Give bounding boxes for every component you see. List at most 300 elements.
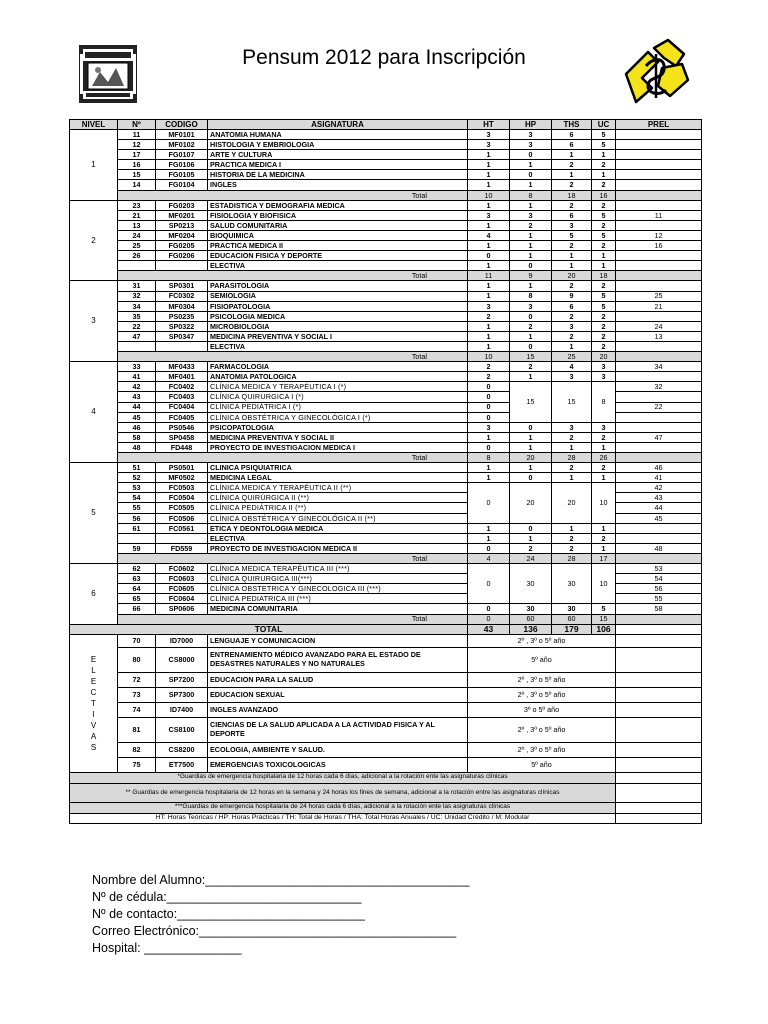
contact-number-field[interactable]: Nº de contacto:___________________________ (92, 907, 365, 921)
subject-ths: 4 (552, 362, 592, 372)
subject-code: FC0503 (156, 483, 208, 493)
elective-code: SP7200 (156, 672, 208, 687)
subject-ht: 1 (468, 341, 510, 351)
subject-name: HISTOLOGIA Y EMBRIOLOGIA (208, 140, 468, 150)
subject-prel: 45 (616, 513, 702, 523)
subject-ths: 2 (552, 241, 592, 251)
elective-num: 75 (118, 757, 156, 772)
elective-name: LENGUAJE Y COMUNICACION (208, 634, 468, 647)
email-field[interactable]: Correo Electrónico:_____________________________________ (92, 924, 457, 938)
subject-name: ANATOMIA PATOLOGICA (208, 372, 468, 382)
subject-num: 22 (118, 321, 156, 331)
subject-row (70, 200, 702, 210)
elective-row (70, 672, 702, 687)
elective-code: CS8200 (156, 742, 208, 757)
grand-total-uc: 106 (592, 624, 616, 634)
subject-ht: 1 (468, 160, 510, 170)
subject-hp: 1 (510, 180, 552, 190)
subject-uc: 5 (592, 130, 616, 140)
subject-ht: 1 (468, 533, 510, 543)
subject-name: BIOQUIMICA (208, 230, 468, 240)
subject-prel: 41 (616, 473, 702, 483)
subject-code: PS0546 (156, 422, 208, 432)
subject-num: 21 (118, 210, 156, 220)
grand-total-ht: 43 (468, 624, 510, 634)
id-number-field[interactable]: Nº de cédula:____________________________ (92, 890, 362, 904)
grand-total-label: TOTAL (70, 624, 468, 634)
subject-prel: 43 (616, 493, 702, 503)
subject-num: 54 (118, 493, 156, 503)
subject-hp: 2 (510, 220, 552, 230)
subject-num: 58 (118, 432, 156, 442)
subject-name: SALUD COMUNITARIA (208, 220, 468, 230)
subject-row (70, 281, 702, 291)
elective-code: ET7500 (156, 757, 208, 772)
subject-name: PROYECTO DE INVESTIGACION MEDICA I (208, 442, 468, 452)
total-spacer: Total (118, 553, 468, 563)
subject-hp: 3 (510, 210, 552, 220)
subject-name: EDUCACION FISICA Y DEPORTE (208, 251, 468, 261)
subject-code: FG0107 (156, 150, 208, 160)
subject-ht: 1 (468, 220, 510, 230)
subject-hp: 3 (510, 301, 552, 311)
subject-name: SEMIOLOGIA (208, 291, 468, 301)
level-total-value: 18 (592, 271, 616, 281)
subject-prel (616, 311, 702, 321)
subject-ht: 1 (468, 241, 510, 251)
subject-name: CLÍNICA QUIRURGICA III(***) (208, 574, 468, 584)
subject-uc: 2 (592, 180, 616, 190)
grand-total-hp: 136 (510, 624, 552, 634)
level-total-value: 4 (468, 553, 510, 563)
subject-ths: 2 (552, 200, 592, 210)
nivel-cell: 2 (70, 200, 118, 281)
subject-prel: 56 (616, 584, 702, 594)
subject-name: MICROBIOLOGIA (208, 321, 468, 331)
electivas-letter: L (91, 665, 96, 675)
subject-prel (616, 170, 702, 180)
subject-ht: 1 (468, 180, 510, 190)
subject-num: 13 (118, 220, 156, 230)
subject-uc: 5 (592, 301, 616, 311)
subject-row (70, 442, 702, 452)
elective-row (70, 757, 702, 772)
level-total-row (70, 553, 702, 563)
subject-num: 46 (118, 422, 156, 432)
subject-name: FISIOPATOLOGIA (208, 301, 468, 311)
subject-uc: 2 (592, 160, 616, 170)
header-num: Nº (118, 120, 156, 130)
subject-name: CLÍNICA PEDIÁTRICA II (**) (208, 503, 468, 513)
subject-ths: 2 (552, 432, 592, 442)
subject-ht: 4 (468, 230, 510, 240)
subject-uc: 5 (592, 140, 616, 150)
elective-num: 70 (118, 634, 156, 647)
level-total-value: 28 (552, 553, 592, 563)
subject-row (70, 382, 702, 392)
subject-num: 11 (118, 130, 156, 140)
elective-code: ID7400 (156, 702, 208, 717)
subject-name: CLINICA PSIQUIATRICA (208, 463, 468, 473)
guard-note: *Guardias de emergencia hospitalaria de 12 horas cada 6 días, adicional a la rotación ente las asignaturas clínicas (70, 772, 616, 783)
subject-name: CLÍNICA MEDICA Y TERAPÉUTICA I (*) (208, 382, 468, 392)
subject-ht: 1 (468, 523, 510, 533)
subject-uc: 1 (592, 543, 616, 553)
merged-ht: 0 (468, 564, 510, 604)
subject-num: 47 (118, 331, 156, 341)
subject-name: CLÍNICA PEDIATRICA III (***) (208, 594, 468, 604)
subject-uc: 5 (592, 230, 616, 240)
subject-hp: 1 (510, 251, 552, 261)
subject-prel: 12 (616, 230, 702, 240)
elective-year: 2º , 3º o 5º año (468, 634, 616, 647)
subject-code: SP0347 (156, 331, 208, 341)
subject-row (70, 523, 702, 533)
subject-code: FG0205 (156, 241, 208, 251)
subject-ths: 2 (552, 331, 592, 341)
subject-prel: 55 (616, 594, 702, 604)
level-total-value: 24 (510, 553, 552, 563)
subject-row (70, 543, 702, 553)
subject-code: FC0605 (156, 584, 208, 594)
subject-hp: 3 (510, 130, 552, 140)
subject-name: ELECTIVA (208, 341, 468, 351)
subject-prel (616, 392, 702, 402)
subject-code: FG0105 (156, 170, 208, 180)
level-total-value: 20 (510, 453, 552, 463)
subject-ht: 1 (468, 261, 510, 271)
subject-code: SP0301 (156, 281, 208, 291)
level-total-value: 8 (510, 190, 552, 200)
subject-hp: 0 (510, 150, 552, 160)
subject-prel: 13 (616, 331, 702, 341)
subject-ths: 3 (552, 220, 592, 230)
elective-num: 81 (118, 717, 156, 742)
electivas-letter: I (92, 709, 95, 719)
subject-name: CLÍNICA OBSTETRICA Y GINECOLOGICA III (***) (208, 584, 468, 594)
subject-uc: 3 (592, 422, 616, 432)
subject-prel: 44 (616, 503, 702, 513)
subject-row (70, 321, 702, 331)
subject-name: INGLES (208, 180, 468, 190)
subject-row (70, 160, 702, 170)
subject-name: CLÍNICA MEDICA Y TERAPÉUTICA II (**) (208, 483, 468, 493)
subject-row (70, 463, 702, 473)
subject-hp: 3 (510, 140, 552, 150)
student-form (92, 872, 469, 957)
subject-name: MEDICINA LEGAL (208, 473, 468, 483)
subject-code: SP0213 (156, 220, 208, 230)
subject-num: 48 (118, 442, 156, 452)
elective-row (70, 687, 702, 702)
merged-uc: 8 (592, 382, 616, 422)
subject-name: ELECTIVA (208, 261, 468, 271)
subject-uc: 2 (592, 533, 616, 543)
elective-code: CS8100 (156, 717, 208, 742)
subject-prel (616, 140, 702, 150)
subject-ht: 3 (468, 140, 510, 150)
subject-ths: 6 (552, 301, 592, 311)
elective-name: EMERGENCIAS TOXICOLOGICAS (208, 757, 468, 772)
subject-num: 56 (118, 513, 156, 523)
subject-ht: 1 (468, 200, 510, 210)
subject-code: FC0404 (156, 402, 208, 412)
subject-prel (616, 261, 702, 271)
subject-ht: 1 (468, 473, 510, 483)
subject-prel: 47 (616, 432, 702, 442)
subject-row (70, 533, 702, 543)
faculty-emblem-logo (618, 36, 692, 110)
subject-code: MF0102 (156, 140, 208, 150)
subject-name: FARMACOLOGIA (208, 362, 468, 372)
subject-uc: 1 (592, 251, 616, 261)
subject-hp: 1 (510, 372, 552, 382)
subject-prel: 58 (616, 604, 702, 614)
subject-num: 33 (118, 362, 156, 372)
subject-row (70, 432, 702, 442)
electivas-label (70, 634, 118, 772)
elective-row (70, 717, 702, 742)
subject-num: 31 (118, 281, 156, 291)
elective-year: 2º , 3º o 5º año (468, 687, 616, 702)
subject-ht: 3 (468, 210, 510, 220)
note-row (70, 802, 702, 813)
subject-ths: 2 (552, 281, 592, 291)
subject-prel: 21 (616, 301, 702, 311)
subject-code: FC0603 (156, 574, 208, 584)
subject-ths: 3 (552, 422, 592, 432)
subject-code: MF0201 (156, 210, 208, 220)
subject-code: MF0101 (156, 130, 208, 140)
elective-code: ID7000 (156, 634, 208, 647)
subject-name: CLÍNICA PEDIÁTRICA I (*) (208, 402, 468, 412)
subject-uc: 2 (592, 281, 616, 291)
subject-ths: 1 (552, 473, 592, 483)
subject-ht: 2 (468, 362, 510, 372)
subject-ht: 1 (468, 432, 510, 442)
level-total-value: 10 (468, 190, 510, 200)
subject-hp: 0 (510, 341, 552, 351)
subject-num: 52 (118, 473, 156, 483)
subject-prel (616, 341, 702, 351)
level-total-row (70, 190, 702, 200)
subject-ths: 2 (552, 180, 592, 190)
merged-ht: 0 (468, 483, 510, 523)
subject-row (70, 473, 702, 483)
subject-prel (616, 412, 702, 422)
level-total-value: 26 (592, 453, 616, 463)
subject-name: CLÍNICA OBSTÉTRICA Y GINECOLÓGICA II (**) (208, 513, 468, 523)
subject-num: 17 (118, 150, 156, 160)
elective-name: ECOLOGIA, AMBIENTE Y SALUD. (208, 742, 468, 757)
subject-name: CLÍNICA QUIRURGICA I (*) (208, 392, 468, 402)
subject-hp: 1 (510, 200, 552, 210)
total-spacer: Total (118, 614, 468, 624)
subject-num: 24 (118, 230, 156, 240)
subject-row (70, 150, 702, 160)
subject-ht: 0 (468, 442, 510, 452)
nivel-cell: 3 (70, 281, 118, 362)
subject-uc: 3 (592, 372, 616, 382)
subject-num: 41 (118, 372, 156, 382)
subject-row (70, 230, 702, 240)
subject-code: FG0206 (156, 251, 208, 261)
subject-name: FISIOLOGIA Y BIOFISICA (208, 210, 468, 220)
elective-name: INGLES AVANZADO (208, 702, 468, 717)
subject-ht: 3 (468, 422, 510, 432)
subject-prel: 48 (616, 543, 702, 553)
subject-num: 35 (118, 311, 156, 321)
subject-code: FG0104 (156, 180, 208, 190)
level-total-value: 10 (468, 352, 510, 362)
merged-ths: 15 (552, 382, 592, 422)
subject-code: FC0506 (156, 513, 208, 523)
subject-uc: 5 (592, 210, 616, 220)
subject-prel (616, 160, 702, 170)
subject-num: 62 (118, 564, 156, 574)
subject-ht: 1 (468, 281, 510, 291)
subject-num: 59 (118, 543, 156, 553)
subject-ht: 1 (468, 331, 510, 341)
total-spacer: Total (118, 352, 468, 362)
subject-row (70, 331, 702, 341)
grand-total-prel (616, 624, 702, 634)
subject-num: 15 (118, 170, 156, 180)
elective-num: 72 (118, 672, 156, 687)
subject-name: CLÍNICA MEDICA TERAPÉUTICA III (***) (208, 564, 468, 574)
electivas-letter: A (90, 731, 97, 741)
subject-num: 51 (118, 463, 156, 473)
subject-name: ANATOMIA HUMANA (208, 130, 468, 140)
elective-prel-empty (616, 647, 702, 672)
subject-ht: 0 (468, 543, 510, 553)
level-total-value: 17 (592, 553, 616, 563)
merged-hp: 20 (510, 483, 552, 523)
subject-row (70, 422, 702, 432)
subject-name: PROYECTO DE INVESTIGACION MEDICA II (208, 543, 468, 553)
subject-code: SP0322 (156, 321, 208, 331)
subject-ths: 1 (552, 341, 592, 351)
elective-name: EDUCACION PARA LA SALUD (208, 672, 468, 687)
level-total-value: 20 (592, 352, 616, 362)
subject-name: PRACTICA MEDICA II (208, 241, 468, 251)
level-total-value: 8 (468, 453, 510, 463)
elective-num: 80 (118, 647, 156, 672)
subject-ths: 1 (552, 170, 592, 180)
subject-row (70, 180, 702, 190)
subject-uc: 2 (592, 331, 616, 341)
subject-prel: 24 (616, 321, 702, 331)
subject-code: MF0433 (156, 362, 208, 372)
level-total-value: 28 (552, 453, 592, 463)
level-total-value: 18 (552, 190, 592, 200)
subject-uc: 3 (592, 362, 616, 372)
subject-ths: 6 (552, 130, 592, 140)
subject-code (156, 261, 208, 271)
subject-ths: 3 (552, 321, 592, 331)
elective-prel-empty (616, 634, 702, 647)
subject-row (70, 341, 702, 351)
elective-row (70, 702, 702, 717)
subject-uc: 1 (592, 150, 616, 160)
subject-ht: 0 (468, 412, 510, 422)
subject-ht: 1 (468, 291, 510, 301)
subject-code: FC0402 (156, 382, 208, 392)
hospital-field[interactable]: Hospital: ______________ (92, 941, 242, 955)
guard-note: ***Guardias de emergencia hospitalaria de 24 horas cada 6 días, adicional a la rotación ente las asignaturas clínicas (70, 802, 616, 813)
nivel-cell: 5 (70, 463, 118, 564)
subject-uc: 5 (592, 291, 616, 301)
subject-code (156, 533, 208, 543)
subject-num: 43 (118, 392, 156, 402)
subject-ths: 6 (552, 140, 592, 150)
total-prel-empty (616, 190, 702, 200)
subject-prel (616, 200, 702, 210)
note-prel-empty (616, 802, 702, 813)
subject-name: MEDICINA COMUNITARIA (208, 604, 468, 614)
subject-num: 55 (118, 503, 156, 513)
level-total-value: 25 (552, 352, 592, 362)
subject-code: PS0501 (156, 463, 208, 473)
subject-hp: 1 (510, 281, 552, 291)
subject-num: 45 (118, 412, 156, 422)
subject-hp: 0 (510, 523, 552, 533)
header-nivel: NIVEL (70, 120, 118, 130)
elective-year: 3º o 5º año (468, 702, 616, 717)
subject-name: PRACTICA MEDICA I (208, 160, 468, 170)
subject-name: ESTADISTICA Y DEMOGRAFIA MEDICA (208, 200, 468, 210)
level-total-value: 16 (592, 190, 616, 200)
level-total-value: 20 (552, 271, 592, 281)
subject-ths: 2 (552, 160, 592, 170)
subject-num: 65 (118, 594, 156, 604)
level-total-value: 15 (592, 614, 616, 624)
subject-row (70, 261, 702, 271)
elective-name: EDUCACION SEXUAL (208, 687, 468, 702)
elective-num: 74 (118, 702, 156, 717)
subject-row (70, 130, 702, 140)
subject-hp: 1 (510, 533, 552, 543)
note-prel-empty (616, 783, 702, 802)
subject-uc: 1 (592, 261, 616, 271)
subject-uc: 2 (592, 311, 616, 321)
subject-uc: 2 (592, 220, 616, 230)
student-name-field[interactable]: Nombre del Alumno:______________________________________ (92, 873, 470, 887)
total-prel-empty (616, 453, 702, 463)
subject-prel: 42 (616, 483, 702, 493)
subject-hp: 1 (510, 241, 552, 251)
subject-code: FC0604 (156, 594, 208, 604)
subject-hp: 2 (510, 543, 552, 553)
subject-code: MF0502 (156, 473, 208, 483)
merged-hp: 15 (510, 382, 552, 422)
total-spacer: Total (118, 271, 468, 281)
subject-ths: 5 (552, 230, 592, 240)
subject-name: PARASITOLOGIA (208, 281, 468, 291)
electivas-letter: C (90, 687, 97, 697)
subject-prel (616, 523, 702, 533)
legend-row (70, 813, 702, 823)
subject-code: FC0504 (156, 493, 208, 503)
subject-num: 42 (118, 382, 156, 392)
subject-name: ARTE Y CULTURA (208, 150, 468, 160)
subject-name: HISTORIA DE LA MEDICINA (208, 170, 468, 180)
elective-year: 2º , 3º o 5º año (468, 717, 616, 742)
subject-row (70, 301, 702, 311)
subject-row (70, 251, 702, 261)
subject-num: 32 (118, 291, 156, 301)
nivel-cell: 1 (70, 130, 118, 201)
